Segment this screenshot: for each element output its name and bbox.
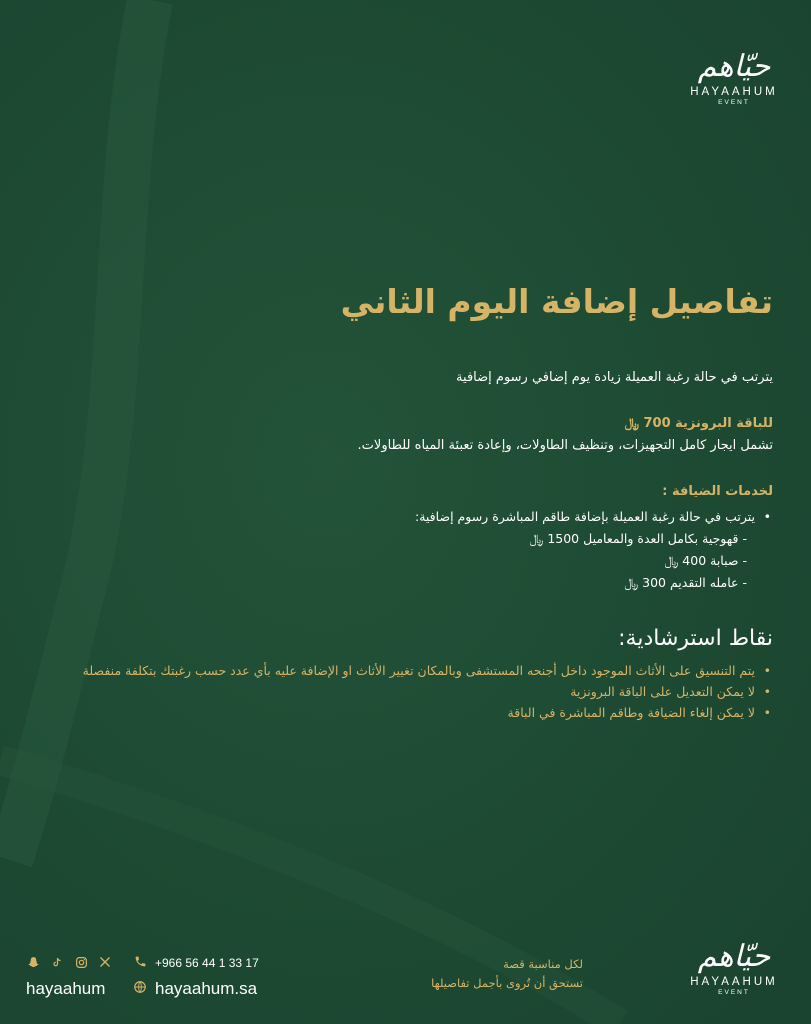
hospitality-label: لخدمات الضيافة : xyxy=(662,484,773,499)
footer-logo xyxy=(679,940,789,996)
list-item: • يتم التنسيق على الأثاث الموجود داخل أجنحه المستشفى وبالمكان تغيير الأثاث او الإضافة عليه بأي عدد حسب رغبتك بتكلفة منفصلة xyxy=(83,660,773,681)
social-links xyxy=(26,953,112,999)
phone-row[interactable] xyxy=(133,953,259,973)
list-item: - صبابة 400 ﷼ xyxy=(664,553,747,568)
bronze-package-label: للباقة البرونزية 700 ﷼ xyxy=(624,416,773,431)
logo-sub: EVENT xyxy=(718,989,750,996)
globe-icon xyxy=(133,979,147,999)
page-title: تفاصيل إضافة اليوم الثاني xyxy=(340,282,773,321)
footer-tagline xyxy=(431,955,583,993)
list-item: • لا يمكن التعديل على الباقة البرونزية xyxy=(83,681,773,702)
list-item: • يترتب في حالة رغبة العميلة بإضافة طاقم المباشرة رسوم إضافية: xyxy=(415,506,773,528)
website-row[interactable] xyxy=(133,979,259,999)
instagram-icon[interactable] xyxy=(74,956,88,970)
phone-number: +966 56 44 1 33 17 xyxy=(155,956,259,970)
social-handle[interactable]: hayaahum xyxy=(26,979,106,998)
brand-logo xyxy=(679,50,789,106)
logo-sub: EVENT xyxy=(718,99,750,106)
list-item: • لا يمكن إلغاء الضيافة وطاقم المباشرة في الباقة xyxy=(83,702,773,723)
list-item: - عامله التقديم 300 ﷼ xyxy=(624,575,747,590)
list-item: - قهوجية بكامل العدة والمعاميل 1500 ﷼ xyxy=(529,531,747,546)
logo-name: HAYAAHUM xyxy=(690,86,778,98)
bronze-package-description: تشمل ايجار كامل التجهيزات، وتنظيف الطاولات، وإعادة تعبئة المياه للطاولات. xyxy=(357,438,773,453)
hospitality-list xyxy=(415,506,773,594)
logo-script: حيّاهم xyxy=(697,939,771,974)
logo-script: حيّاهم xyxy=(697,49,771,84)
tagline-line-1: لكل مناسبة قصة xyxy=(503,957,583,971)
guidelines-list xyxy=(83,660,773,723)
logo-name: HAYAAHUM xyxy=(690,976,778,988)
x-icon[interactable] xyxy=(98,956,112,970)
phone-icon xyxy=(133,955,147,971)
tagline-line-2: تستحق أن تُروى بأجمل تفاصيلها xyxy=(431,976,583,990)
contact-info xyxy=(133,953,259,999)
guidelines-title: نقاط استرشادية: xyxy=(618,626,773,651)
intro-text: يترتب في حالة رغبة العميلة زيادة يوم إضافي رسوم إضافية xyxy=(456,370,773,385)
website-link[interactable]: hayaahum.sa xyxy=(155,979,258,998)
tiktok-icon[interactable] xyxy=(50,956,64,970)
snapchat-icon[interactable] xyxy=(26,956,40,970)
